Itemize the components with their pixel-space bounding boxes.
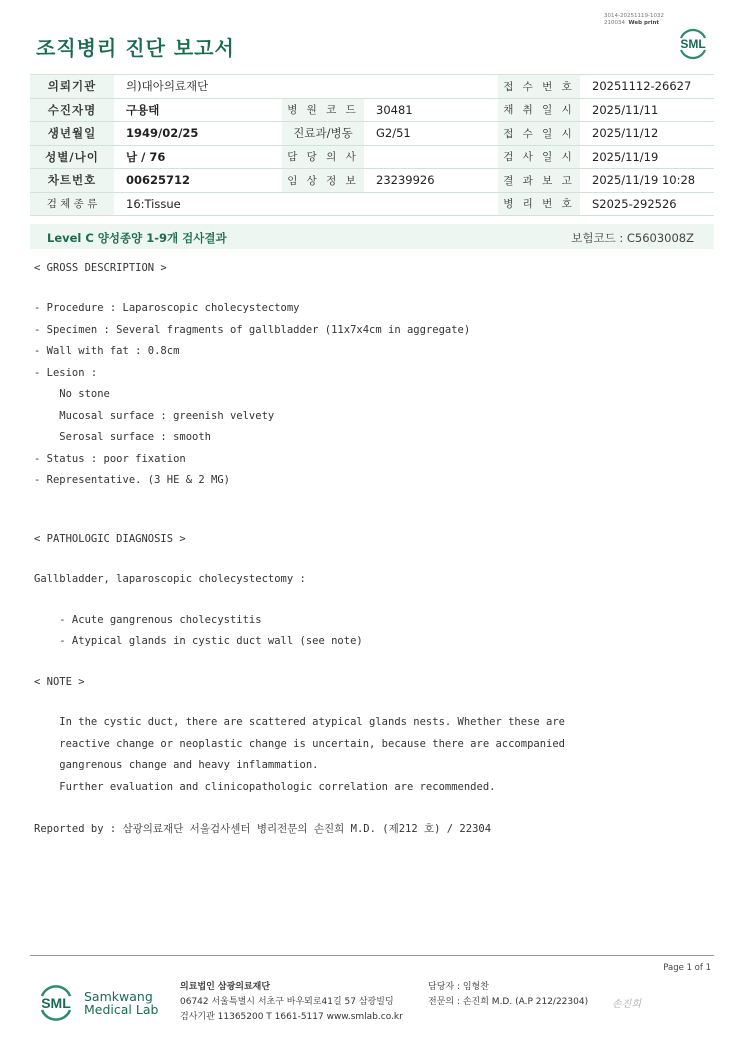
value-collection-date: 2025/11/11 — [580, 98, 714, 122]
label-test-date: 검 사 일 시 — [498, 145, 580, 169]
reported-by: Reported by : 삼광의료재단 서울검사센터 병리전문의 손진희 M.D. (제212 호) / 22304 — [34, 823, 492, 835]
report-line: - Specimen : Several fragments of gallbladder (11x7x4cm in aggregate) — [34, 324, 471, 336]
report-line: - Wall with fat : 0.8cm — [34, 345, 180, 357]
test-result-header — [30, 224, 714, 249]
report-line: reactive change or neoplastic change is uncertain, because there are accompanied — [34, 738, 566, 750]
report-line: - Representative. (3 HE & 2 MG) — [34, 474, 230, 486]
lab-name-line1: Samkwang — [84, 989, 153, 1004]
sml-logo-text: SML — [680, 37, 706, 51]
value-sex-age: 남 / 76 — [114, 145, 282, 169]
info-row — [30, 169, 714, 193]
print-meta-label: Web print — [628, 20, 660, 26]
patient-info-table — [30, 74, 714, 216]
test-name: Level C 양성종양 1-9개 검사결과 — [47, 231, 227, 245]
specialist-name: 손진희 M.D. (A.P 212/22304) — [462, 997, 589, 1007]
footer-divider — [30, 955, 714, 956]
report-line: Gallbladder, laparoscopic cholecystectomy : — [34, 573, 306, 585]
report-line: Further evaluation and clinicopathologic correlation are recommended. — [34, 781, 496, 793]
value-birth-date: 1949/02/25 — [114, 122, 282, 146]
label-requester: 의뢰기관 — [30, 75, 114, 99]
label-hospital-code: 병 원 코 드 — [282, 98, 364, 122]
report-line: - Status : poor fixation — [34, 453, 186, 465]
staff-name: 임형찬 — [462, 982, 489, 992]
section-heading-gross: < GROSS DESCRIPTION > — [34, 262, 167, 274]
report-title: 조직병리 진단 보고서 — [36, 36, 235, 60]
sml-logo-icon — [676, 26, 710, 60]
value-receipt-date: 2025/11/12 — [580, 122, 714, 146]
print-meta-id: 3014-20251119-1032 — [604, 13, 664, 19]
info-row — [30, 75, 714, 99]
value-specimen-type: 16:Tissue — [114, 192, 498, 216]
value-department: G2/51 — [364, 122, 498, 146]
value-clinical-info: 23239926 — [364, 169, 498, 193]
label-collection-date: 채 취 일 시 — [498, 98, 580, 122]
report-line: - Atypical glands in cystic duct wall (see note) — [34, 635, 363, 647]
info-row — [30, 98, 714, 122]
section-heading-note: < NOTE > — [34, 676, 85, 688]
print-meta — [604, 13, 664, 27]
report-line: In the cystic duct, there are scattered atypical glands nests. Whether these are — [34, 716, 566, 728]
staff-label: 담당자 : — [428, 982, 460, 992]
value-patient-name: 구용태 — [114, 98, 282, 122]
value-physician — [364, 145, 498, 169]
report-line: No stone — [34, 388, 110, 400]
lab-name — [84, 990, 158, 1016]
label-pathology-no: 병 리 번 호 — [498, 192, 580, 216]
report-line: gangrenous change and heavy inflammation. — [34, 759, 319, 771]
info-row — [30, 145, 714, 169]
label-birth-date: 생년월일 — [30, 122, 114, 146]
label-receipt-date: 접 수 일 시 — [498, 122, 580, 146]
specialist-label: 전문의 : — [428, 997, 460, 1007]
sml-footer-logo-icon — [36, 980, 76, 1026]
report-line: Serosal surface : smooth — [34, 431, 212, 443]
insurance-code: 보험코드 : C5603008Z — [571, 231, 694, 245]
label-chart-no: 차트번호 — [30, 169, 114, 193]
print-meta-code: 210034 — [604, 20, 625, 26]
report-line: - Lesion : — [34, 367, 98, 379]
section-heading-diagnosis: < PATHOLOGIC DIAGNOSIS > — [34, 533, 186, 545]
label-accession-no: 접 수 번 호 — [498, 75, 580, 99]
value-test-date: 2025/11/19 — [580, 145, 714, 169]
value-result-report: 2025/11/19 10:28 — [580, 169, 714, 193]
report-line: Mucosal surface : greenish velvety — [34, 410, 275, 422]
label-specimen-type: 검 체 종 류 — [30, 192, 114, 216]
info-row — [30, 122, 714, 146]
sml-footer-logo-text: SML — [41, 995, 71, 1011]
report-line: - Procedure : Laparoscopic cholecystectomy — [34, 302, 300, 314]
value-accession-no: 20251112-26627 — [580, 75, 714, 99]
label-department: 진료과/병동 — [282, 122, 364, 146]
value-pathology-no: S2025-292526 — [580, 192, 714, 216]
label-sex-age: 성별/나이 — [30, 145, 114, 169]
page-number: Page 1 of 1 — [663, 963, 711, 973]
report-line: - Acute gangrenous cholecystitis — [34, 614, 262, 626]
lab-org: 의료법인 삼광의료재단 — [180, 982, 271, 992]
signature: 손진희 — [612, 999, 641, 1010]
label-physician: 담 당 의 사 — [282, 145, 364, 169]
staff-block — [428, 980, 588, 1010]
label-patient-name: 수진자명 — [30, 98, 114, 122]
lab-contact: 검사기관 11365200 T 1661-5117 www.smlab.co.kr — [180, 1012, 403, 1022]
value-hospital-code: 30481 — [364, 98, 498, 122]
value-chart-no: 00625712 — [114, 169, 282, 193]
label-result-report: 결 과 보 고 — [498, 169, 580, 193]
lab-name-line2: Medical Lab — [84, 1002, 159, 1017]
lab-address: 06742 서울특별시 서초구 바우뫼로41길 57 삼광빌딩 — [180, 997, 394, 1007]
info-row — [30, 192, 714, 216]
label-clinical-info: 임 상 정 보 — [282, 169, 364, 193]
value-requester: 의)대아의료재단 — [114, 75, 498, 99]
lab-address-block — [180, 980, 403, 1025]
